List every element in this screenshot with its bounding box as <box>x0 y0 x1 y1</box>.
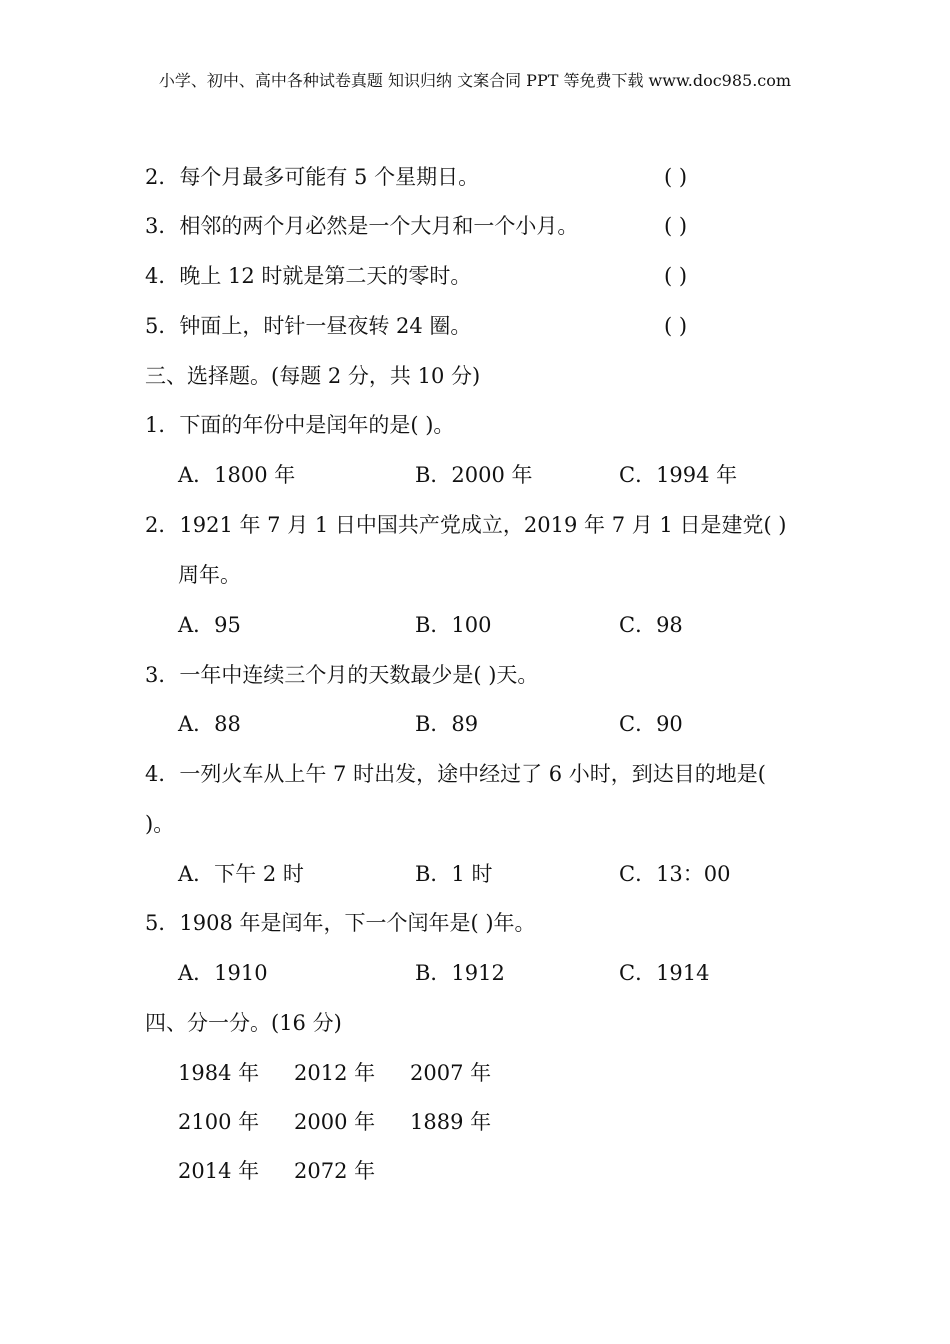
choice-question-3: 3．一年中连续三个月的天数最少是( )天。 <box>145 663 539 687</box>
answer-paren-5[interactable]: ( ) <box>664 314 688 338</box>
choice-3-option-c[interactable]: C．90 <box>619 712 683 736</box>
answer-paren-4[interactable]: ( ) <box>664 264 688 288</box>
choice-5-option-a[interactable]: A．1910 <box>178 961 268 985</box>
year-item[interactable]: 2000 年 <box>294 1110 376 1134</box>
choice-2-option-b[interactable]: B．100 <box>415 613 492 637</box>
year-item[interactable]: 2100 年 <box>178 1110 260 1134</box>
answer-paren-3[interactable]: ( ) <box>664 214 688 238</box>
judge-item-4: 4．晚上 12 时就是第二天的零时。 <box>145 264 472 288</box>
choice-4-option-b[interactable]: B．1 时 <box>415 862 493 886</box>
year-item[interactable]: 2014 年 <box>178 1159 260 1183</box>
choice-4-option-c[interactable]: C．13：00 <box>619 862 731 886</box>
choice-question-2: 2．1921 年 7 月 1 日中国共产党成立，2019 年 7 月 1 日是建党( ) <box>145 513 787 537</box>
year-item[interactable]: 2007 年 <box>410 1061 492 1085</box>
year-item[interactable]: 1984 年 <box>178 1061 260 1085</box>
judge-item-2: 2．每个月最多可能有 5 个星期日。 <box>145 165 480 189</box>
choice-question-4: 4．一列火车从上午 7 时出发，途中经过了 6 小时，到达目的地是( <box>145 762 766 786</box>
choice-5-option-c[interactable]: C．1914 <box>619 961 710 985</box>
choice-5-option-b[interactable]: B．1912 <box>415 961 505 985</box>
choice-2-option-c[interactable]: C．98 <box>619 613 683 637</box>
page-header: 小学、初中、高中各种试卷真题 知识归纳 文案合同 PPT 等免费下载 www.doc985.com <box>158 71 792 90</box>
choice-2-option-a[interactable]: A．95 <box>178 613 241 637</box>
choice-1-option-c[interactable]: C．1994 年 <box>619 463 738 487</box>
judge-item-5: 5．钟面上，时针一昼夜转 24 圈。 <box>145 314 472 338</box>
year-item[interactable]: 1889 年 <box>410 1110 492 1134</box>
section-sort-title: 四、分一分。(16 分) <box>145 1011 342 1035</box>
choice-question-5: 5．1908 年是闰年，下一个闰年是( )年。 <box>145 911 536 935</box>
choice-question-1: 1．下面的年份中是闰年的是( )。 <box>145 413 455 437</box>
choice-4-option-a[interactable]: A．下午 2 时 <box>178 862 304 886</box>
year-item[interactable]: 2072 年 <box>294 1159 376 1183</box>
choice-1-option-b[interactable]: B．2000 年 <box>415 463 533 487</box>
choice-question-4-cont: )。 <box>145 812 175 836</box>
choice-1-option-a[interactable]: A．1800 年 <box>178 463 296 487</box>
choice-3-option-a[interactable]: A．88 <box>178 712 241 736</box>
answer-paren-2[interactable]: ( ) <box>664 165 688 189</box>
year-item[interactable]: 2012 年 <box>294 1061 376 1085</box>
section-choice-title: 三、选择题。(每题 2 分，共 10 分) <box>145 364 481 388</box>
choice-question-2-cont: 周年。 <box>178 563 241 587</box>
judge-item-3: 3．相邻的两个月必然是一个大月和一个小月。 <box>145 214 579 238</box>
choice-3-option-b[interactable]: B．89 <box>415 712 479 736</box>
